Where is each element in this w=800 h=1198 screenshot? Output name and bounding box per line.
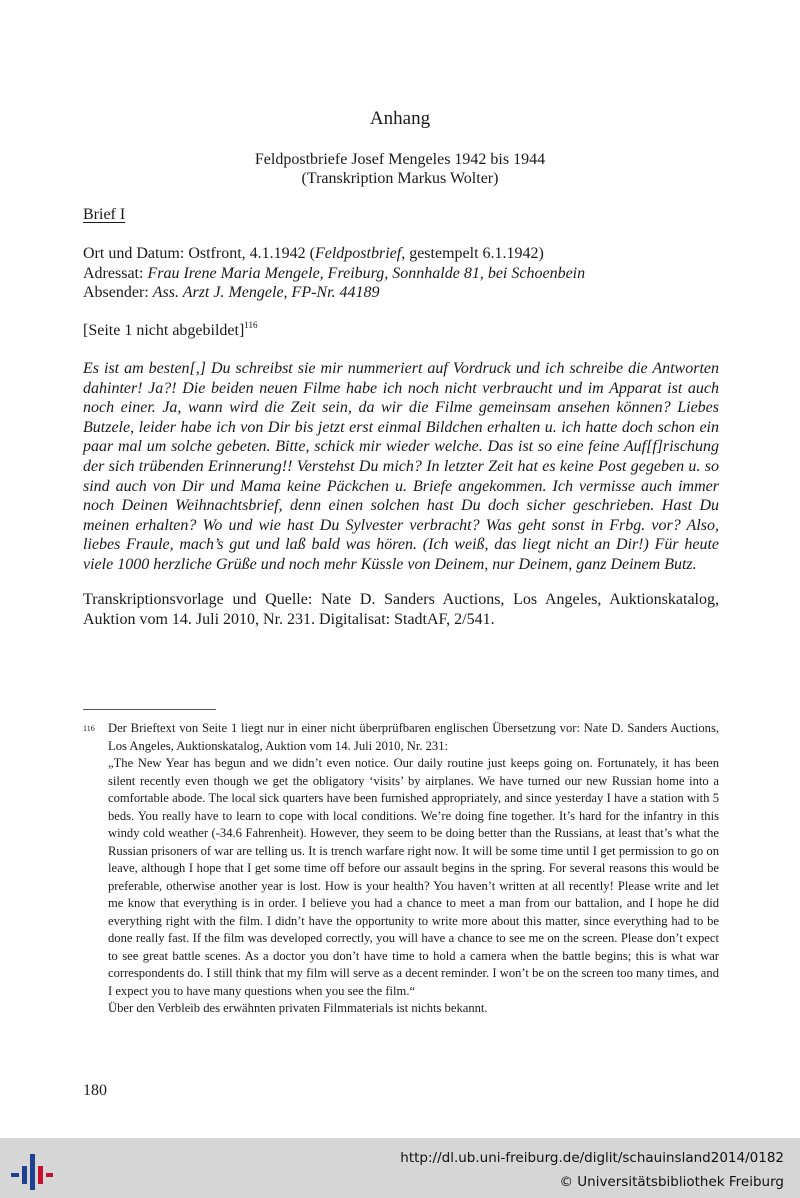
footer-bar	[0, 1138, 800, 1198]
adressat	[83, 264, 723, 284]
page-number: 180	[83, 1082, 107, 1099]
footnote-closing: Über den Verbleib des erwähnten privaten Filmmaterials ist nichts bekannt.	[108, 1001, 488, 1015]
footnote-reference[interactable]: 116	[244, 320, 258, 330]
ort-prefix: Ort und Datum: Ostfront, 4.1.1942 (	[83, 245, 315, 262]
absender-label: Absender:	[83, 284, 153, 301]
absender	[83, 283, 723, 303]
letter-body: Es ist am besten[,] Du schreibst sie mir nummeriert auf Vordruck und ich schreibe die Antworten dahinter! Ja?! Die beiden neuen Filme habe ich noch nicht verbraucht und im Apparat ist auch noch einer. Ja, wann wird die Zeit sein, da wir die Filme gemeinsam ansehen können? Liebes Butzele, leider habe ich von Dir bis jetzt erst einmal Bildchen erhalten u. ich hatte doch schon ein paar mal um solche gebeten. Bitte, schick mir wieder welche. Das ist so eine feine Auf[f]rischung der sich trübenden Erinnerung!! Verstehst Du mich? In letzter Zeit hat es keine Post gegeben u. so sind auch von Dir und Mama keine Päckchen u. Briefe angekommen. Ich vermisse auch immer noch Deinen Weihnachtsbrief, denn einen solchen hast Du doch sicher geschrieben. Hast Du meinen erhalten? Wo und wie hast Du Sylvester verbracht? Was geht sonst in Frbg. vor? Also, liebes Fraule, mach’s gut und laß bald was hören. (Ich weiß, das liegt nicht an Dir!) Für heute viele 1000 herzliche Grüße und noch mehr Küssle von Deinem, nur Deinem, ganz Deinem Butz.	[83, 360, 719, 573]
letter-metadata	[83, 244, 723, 303]
subtitle-line-2: (Transkription Markus Wolter)	[301, 170, 499, 187]
absender-value: Ass. Arzt J. Mengele, FP-Nr. 44189	[152, 284, 380, 301]
page-title: Anhang	[369, 108, 431, 129]
ort-und-datum	[83, 244, 723, 264]
ort-suffix: , gestempelt 6.1.1942)	[401, 245, 544, 262]
page-subtitle	[0, 150, 800, 188]
page-note	[83, 320, 257, 340]
footer-copyright: © Universitätsbibliothek Freiburg	[559, 1174, 784, 1190]
page-note-text: [Seite 1 nicht abgebildet]	[83, 322, 245, 339]
ort-italic: Feldpostbrief	[314, 245, 402, 262]
footnote-quote: „The New Year has begun and we didn’t even notice. Our daily routine just keeps going on. Fortunately, it has been silent recently even though we get the obligatory ‘visits’ by airplanes. We have turned our new Russian home into a comfortable abode. The local sick quarters have been furnished appropriately, and since yesterday I have a station with 5 beds. You really have to learn to cope with local conditions. We’re doing fine together. It’s hard for the infantry in this windy cold weather (-34.6 Fahrenheit). However, they seem to be doing better than the Russians, at least that’s what the Russian prisoners of war are telling us. It is trench warfare right now. It will be some time until I get permission to go on leave, although I hope that I get some time off before our assault begins in the spring. For several reasons this would be preferable, otherwise another year is lost. How is your health? You haven’t written at all recently! Please write and let me know that everything is in order. I believe you had a chance to meet a man from our battalion, and I hope he did everything right with the film. I didn’t have the opportunity to write more about this matter, since everything had to be done really fast. If the film was developed correctly, you will have a chance to see me on the screen. Please don’t expect to see great battle scenes. As a doctor you don’t have time to hold a camera when the battle begins; this is what war correspondents do. I still think that my film will serve as a decent reminder. I won’t be on the screen too many times, and I expect you to have many questions when you see the film.“	[108, 756, 719, 998]
footnote-116	[83, 720, 719, 1018]
source-note: Transkriptionsvorlage und Quelle: Nate D. Sanders Auctions, Los Angeles, Auktionskatalog, Auktion vom 14. Juli 2010, Nr. 231. Digitalisat: StadtAF, 2/541.	[83, 591, 719, 628]
footnote-intro: Der Brieftext von Seite 1 liegt nur in einer nicht überprüfbaren englischen Übersetzung vor: Nate D. Sanders Auctions, Los Angeles, Auktionskatalog, Auktion vom 14. Juli 2010, Nr. 231:	[108, 721, 719, 753]
footer-url-link[interactable]: http://dl.ub.uni-freiburg.de/diglit/schauinsland2014/0182	[400, 1150, 784, 1166]
footnote-number: 116	[83, 724, 95, 733]
footnote-body	[108, 720, 719, 1018]
adressat-label: Adressat:	[83, 264, 148, 282]
ub-freiburg-logo-icon[interactable]	[10, 1152, 54, 1192]
brief-heading: Brief I	[83, 206, 126, 223]
adressat-value: Frau Irene Maria Mengele, Freiburg, Sonnhalde 81, bei Schoenbein	[147, 264, 586, 282]
footnote-divider	[83, 709, 216, 710]
subtitle-line-1: Feldpostbriefe Josef Mengeles 1942 bis 1944	[254, 151, 546, 168]
